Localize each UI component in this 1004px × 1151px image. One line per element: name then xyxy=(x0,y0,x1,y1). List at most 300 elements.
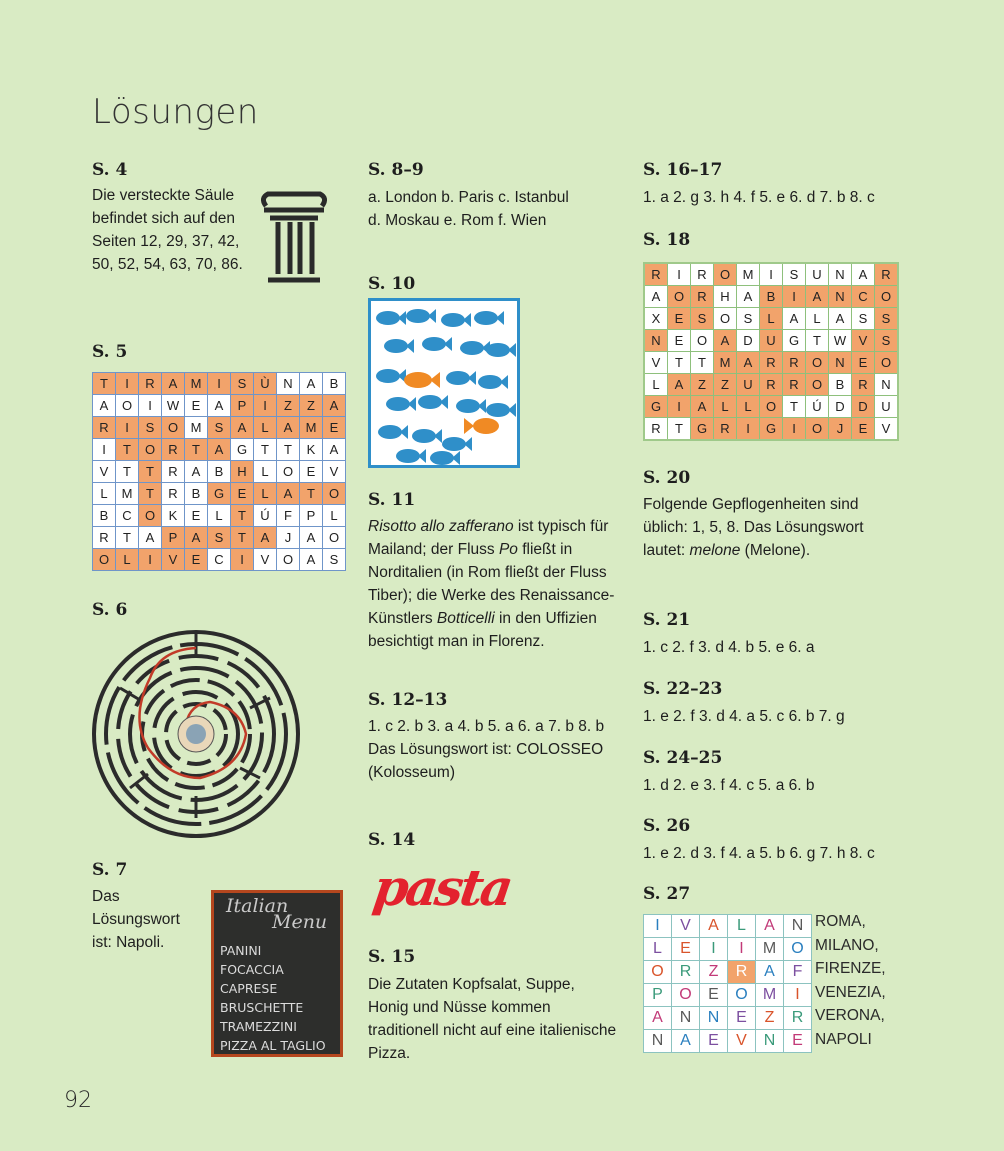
grid-cell: P xyxy=(162,527,185,549)
grid-cell: E xyxy=(672,938,700,961)
s12-13-line2: Das Lösungswort ist: COLOSSEO xyxy=(368,741,604,758)
grid-cell: U xyxy=(806,263,829,286)
fish-shape xyxy=(446,371,470,385)
s11-part2: ist typisch für Mailand; der Fluss xyxy=(368,518,609,558)
grid-cell: W xyxy=(162,395,185,417)
grid-cell: U xyxy=(875,396,899,418)
grid-cell: S xyxy=(737,308,760,330)
column-icon xyxy=(258,188,330,288)
grid-cell: E xyxy=(323,417,346,439)
grid-cell: Z xyxy=(700,961,728,984)
grid-cell: A xyxy=(672,1030,700,1053)
grid-cell: O xyxy=(728,984,756,1007)
s22-23-heading: S. 22–23 xyxy=(643,679,723,699)
city-name: VENEZIA, xyxy=(815,983,886,1001)
grid-cell: E xyxy=(185,395,208,417)
grid-cell: B xyxy=(208,461,231,483)
s8-9-line1: a. London b. Paris c. Istanbul xyxy=(368,189,569,206)
menu-item: BRUSCHETTE xyxy=(220,1000,304,1015)
grid-cell: A xyxy=(783,308,806,330)
grid-cell: J xyxy=(277,527,300,549)
grid-cell: H xyxy=(714,286,737,308)
grid-cell: R xyxy=(162,439,185,461)
grid-cell: G xyxy=(760,418,783,441)
grid-cell: R xyxy=(691,263,714,286)
s26-text: 1. e 2. d 3. f 4. a 5. b 6. g 7. h 8. c xyxy=(643,845,875,862)
grid-cell: O xyxy=(714,308,737,330)
menu-item: PANINI xyxy=(220,943,262,958)
grid-cell: Z xyxy=(277,395,300,417)
s8-9-line2: d. Moskau e. Rom f. Wien xyxy=(368,212,547,229)
page-title: Lösungen xyxy=(92,92,259,132)
grid-cell: G xyxy=(691,418,714,441)
grid-cell: N xyxy=(875,374,899,396)
grid-cell: L xyxy=(644,374,668,396)
s8-9-heading: S. 8–9 xyxy=(368,160,424,180)
grid-cell: O xyxy=(162,417,185,439)
grid-cell: E xyxy=(668,330,691,352)
s22-23-text: 1. e 2. f 3. d 4. a 5. c 6. b 7. g xyxy=(643,708,845,725)
grid-cell: S xyxy=(691,308,714,330)
grid-cell: L xyxy=(323,505,346,527)
grid-cell: V xyxy=(672,915,700,938)
fish-shape xyxy=(460,341,484,355)
s12-13-heading: S. 12–13 xyxy=(368,690,448,710)
grid-cell: I xyxy=(139,395,162,417)
s7-text: Das Lösungswort ist: Napoli. xyxy=(92,888,180,951)
fish-shape xyxy=(456,399,480,413)
grid-cell: A xyxy=(806,286,829,308)
grid-cell: O xyxy=(760,396,783,418)
grid-cell: A xyxy=(714,330,737,352)
s18-heading: S. 18 xyxy=(643,230,691,250)
grid-cell: R xyxy=(644,263,668,286)
grid-cell: R xyxy=(714,418,737,441)
grid-cell: I xyxy=(783,418,806,441)
grid-cell: C xyxy=(208,549,231,571)
grid-cell: A xyxy=(644,1007,672,1030)
grid-cell: H xyxy=(231,461,254,483)
grid-cell: E xyxy=(728,1007,756,1030)
grid-cell: I xyxy=(737,418,760,441)
grid-cell: L xyxy=(714,396,737,418)
fish-shape xyxy=(486,343,510,357)
menu-title-1: Italian xyxy=(226,895,289,917)
grid-cell: R xyxy=(783,352,806,374)
grid-cell: R xyxy=(93,527,116,549)
grid-cell: R xyxy=(728,961,756,984)
s4-heading: S. 4 xyxy=(92,160,128,180)
grid-cell: T xyxy=(806,330,829,352)
grid-cell: V xyxy=(323,461,346,483)
grid-cell: E xyxy=(700,1030,728,1053)
fish-shape xyxy=(418,395,442,409)
grid-cell: O xyxy=(323,527,346,549)
grid-cell: A xyxy=(277,417,300,439)
grid-cell: T xyxy=(277,439,300,461)
s4-text: Die versteckte Säule befindet sich auf den Seiten 12, 29, 37, 42, 50, 52, 54, 63, 70, 86. xyxy=(92,187,243,273)
grid-cell: I xyxy=(254,395,277,417)
grid-cell: M xyxy=(737,263,760,286)
grid-cell: N xyxy=(756,1030,784,1053)
grid-cell: L xyxy=(208,505,231,527)
grid-cell: U xyxy=(760,330,783,352)
grid-cell: T xyxy=(668,418,691,441)
grid-cell: R xyxy=(672,961,700,984)
grid-cell: A xyxy=(162,373,185,395)
grid-cell: S xyxy=(783,263,806,286)
grid-cell: L xyxy=(93,483,116,505)
menu-item: TRAMEZZINI xyxy=(220,1019,297,1034)
grid-cell: O xyxy=(644,961,672,984)
grid-cell: Ú xyxy=(254,505,277,527)
grid-cell: Z xyxy=(756,1007,784,1030)
grid-cell: I xyxy=(700,938,728,961)
grid-cell: I xyxy=(208,373,231,395)
grid-cell: P xyxy=(300,505,323,527)
grid-cell: B xyxy=(323,373,346,395)
menu-title-2: Menu xyxy=(272,911,328,933)
grid-cell: T xyxy=(116,527,139,549)
grid-cell: A xyxy=(300,373,323,395)
grid-cell: T xyxy=(116,439,139,461)
grid-cell: S xyxy=(875,330,899,352)
grid-cell: S xyxy=(852,308,875,330)
city-name: VERONA, xyxy=(815,1007,885,1024)
grid-cell: E xyxy=(852,418,875,441)
grid-cell: D xyxy=(829,396,852,418)
s27-heading: S. 27 xyxy=(643,884,691,904)
grid-cell: O xyxy=(277,549,300,571)
s18-word-grid xyxy=(643,262,899,441)
grid-cell: Z xyxy=(714,374,737,396)
s24-25-text: 1. d 2. e 3. f 4. c 5. a 6. b xyxy=(643,777,815,794)
grid-cell: G xyxy=(644,396,668,418)
grid-cell: T xyxy=(783,396,806,418)
s6-heading: S. 6 xyxy=(92,600,128,620)
grid-cell: O xyxy=(277,461,300,483)
s14-heading: S. 14 xyxy=(368,830,416,850)
grid-cell: W xyxy=(829,330,852,352)
grid-cell: F xyxy=(784,961,812,984)
grid-cell: O xyxy=(116,395,139,417)
s20-part1: Folgende Gepflogenheiten sind üblich: 1, 5, 8. Das Lösungswort lautet: xyxy=(643,496,864,559)
s20-melone: melone xyxy=(689,542,741,559)
menu-item: PIZZA AL TAGLIO xyxy=(220,1038,326,1053)
s11-part6: in den Uffizien besichtigt man in Florenz. xyxy=(368,610,597,650)
s5-word-grid xyxy=(92,372,346,571)
grid-cell: I xyxy=(139,549,162,571)
grid-cell: N xyxy=(277,373,300,395)
maze-solution-image xyxy=(90,628,302,840)
grid-cell: A xyxy=(756,961,784,984)
grid-cell: E xyxy=(700,984,728,1007)
grid-cell: E xyxy=(185,549,208,571)
grid-cell: R xyxy=(852,374,875,396)
grid-cell: F xyxy=(277,505,300,527)
grid-cell: I xyxy=(668,396,691,418)
grid-cell: S xyxy=(323,549,346,571)
s27-letter-grid xyxy=(643,914,812,1053)
grid-cell: M xyxy=(300,417,323,439)
grid-cell: T xyxy=(139,483,162,505)
grid-cell: L xyxy=(806,308,829,330)
grid-cell: A xyxy=(323,395,346,417)
grid-cell: M xyxy=(185,417,208,439)
s11-heading: S. 11 xyxy=(368,490,416,510)
grid-cell: S xyxy=(208,527,231,549)
grid-cell: B xyxy=(829,374,852,396)
grid-cell: A xyxy=(139,527,162,549)
grid-cell: V xyxy=(728,1030,756,1053)
grid-cell: I xyxy=(784,984,812,1007)
grid-cell: L xyxy=(728,915,756,938)
s12-13-line3: (Kolosseum) xyxy=(368,764,455,781)
grid-cell: A xyxy=(323,439,346,461)
grid-cell: E xyxy=(231,483,254,505)
grid-cell: T xyxy=(116,461,139,483)
grid-cell: V xyxy=(644,352,668,374)
grid-cell: O xyxy=(806,374,829,396)
grid-cell: A xyxy=(756,915,784,938)
fish-shape xyxy=(386,397,410,411)
s20-heading: S. 20 xyxy=(643,468,691,488)
city-name: ROMA, xyxy=(815,913,866,930)
grid-cell: A xyxy=(829,308,852,330)
fish-shape xyxy=(441,313,465,327)
grid-cell: V xyxy=(254,549,277,571)
grid-cell: A xyxy=(185,461,208,483)
grid-cell: M xyxy=(714,352,737,374)
fish-shape xyxy=(378,425,402,439)
grid-cell: I xyxy=(93,439,116,461)
grid-cell: T xyxy=(231,527,254,549)
s7-heading: S. 7 xyxy=(92,860,128,880)
grid-cell: M xyxy=(756,938,784,961)
grid-cell: N xyxy=(829,263,852,286)
s21-text: 1. c 2. f 3. d 4. b 5. e 6. a xyxy=(643,639,815,656)
grid-cell: N xyxy=(672,1007,700,1030)
fish-shape xyxy=(384,339,408,353)
menu-items xyxy=(220,941,326,1055)
grid-cell: N xyxy=(829,286,852,308)
grid-cell: A xyxy=(208,439,231,461)
fish-puzzle-image xyxy=(368,298,520,468)
grid-cell: O xyxy=(875,286,899,308)
fish-shape xyxy=(406,309,430,323)
s11-part4: fließt in Norditalien (in Rom fließt der Fluss Tiber); die Werke des Renaissance-Künstlers xyxy=(368,541,615,627)
fish-shape xyxy=(442,437,466,451)
grid-cell: A xyxy=(277,483,300,505)
grid-cell: V xyxy=(162,549,185,571)
grid-cell: A xyxy=(208,395,231,417)
s16-17-heading: S. 16–17 xyxy=(643,160,723,180)
menu-item: FOCACCIA xyxy=(220,962,284,977)
s15-text: Die Zutaten Kopfsalat, Suppe, Honig und Nüsse kommen traditionell nicht auf eine italienische Pizza. xyxy=(368,976,617,1062)
fish-shape xyxy=(474,311,498,325)
grid-cell: R xyxy=(162,461,185,483)
grid-cell: I xyxy=(760,263,783,286)
s27-city-list xyxy=(815,910,886,1051)
grid-cell: O xyxy=(875,352,899,374)
grid-cell: I xyxy=(116,417,139,439)
grid-cell: A xyxy=(700,915,728,938)
s11-po: Po xyxy=(498,541,518,558)
grid-cell: E xyxy=(784,1030,812,1053)
grid-cell: B xyxy=(93,505,116,527)
grid-cell: O xyxy=(323,483,346,505)
grid-cell: T xyxy=(254,439,277,461)
grid-cell: E xyxy=(668,308,691,330)
grid-cell: O xyxy=(139,505,162,527)
grid-cell: M xyxy=(185,373,208,395)
grid-cell: O xyxy=(668,286,691,308)
grid-cell: E xyxy=(300,461,323,483)
grid-cell: T xyxy=(691,352,714,374)
grid-cell: P xyxy=(231,395,254,417)
s10-heading: S. 10 xyxy=(368,274,416,294)
page-number: 92 xyxy=(64,1088,92,1113)
s11-text xyxy=(368,515,618,653)
grid-cell: V xyxy=(852,330,875,352)
s11-risotto: Risotto allo zafferano xyxy=(368,518,514,535)
grid-cell: O xyxy=(139,439,162,461)
s26-heading: S. 26 xyxy=(643,816,691,836)
grid-cell: T xyxy=(231,505,254,527)
s15-heading: S. 15 xyxy=(368,947,416,967)
grid-cell: B xyxy=(760,286,783,308)
grid-cell: R xyxy=(139,373,162,395)
fish-shape xyxy=(478,375,502,389)
grid-cell: M xyxy=(756,984,784,1007)
grid-cell: G xyxy=(208,483,231,505)
s20-text xyxy=(643,493,893,562)
grid-cell: A xyxy=(668,374,691,396)
grid-cell: R xyxy=(760,352,783,374)
grid-cell: R xyxy=(760,374,783,396)
grid-cell: V xyxy=(93,461,116,483)
s11-botticelli: Botticelli xyxy=(436,610,495,627)
grid-cell: T xyxy=(668,352,691,374)
grid-cell: I xyxy=(783,286,806,308)
grid-cell: D xyxy=(737,330,760,352)
grid-cell: A xyxy=(300,549,323,571)
grid-cell: L xyxy=(254,461,277,483)
grid-cell: G xyxy=(783,330,806,352)
grid-cell: O xyxy=(784,938,812,961)
s20-part3: (Melone). xyxy=(740,542,811,559)
fish-shape xyxy=(396,449,420,463)
grid-cell: L xyxy=(254,417,277,439)
grid-cell: N xyxy=(829,352,852,374)
s24-25-heading: S. 24–25 xyxy=(643,748,723,768)
grid-cell: V xyxy=(875,418,899,441)
grid-cell: T xyxy=(93,373,116,395)
grid-cell: T xyxy=(139,461,162,483)
grid-cell: R xyxy=(784,1007,812,1030)
grid-cell: L xyxy=(116,549,139,571)
grid-cell: C xyxy=(116,505,139,527)
grid-cell: A xyxy=(93,395,116,417)
grid-cell: A xyxy=(737,352,760,374)
grid-cell: R xyxy=(162,483,185,505)
grid-cell: S xyxy=(875,308,899,330)
grid-cell: Z xyxy=(300,395,323,417)
fish-shape xyxy=(486,403,510,417)
grid-cell: D xyxy=(852,396,875,418)
grid-cell: C xyxy=(852,286,875,308)
grid-cell: E xyxy=(852,352,875,374)
s21-heading: S. 21 xyxy=(643,610,691,630)
grid-cell: R xyxy=(691,286,714,308)
grid-cell: S xyxy=(139,417,162,439)
s5-heading: S. 5 xyxy=(92,342,128,362)
fish-shape xyxy=(412,429,436,443)
grid-cell: L xyxy=(737,396,760,418)
grid-cell: N xyxy=(700,1007,728,1030)
grid-cell: O xyxy=(714,263,737,286)
grid-cell: K xyxy=(300,439,323,461)
grid-cell: I xyxy=(668,263,691,286)
grid-cell: A xyxy=(852,263,875,286)
grid-cell: B xyxy=(185,483,208,505)
grid-cell: O xyxy=(806,352,829,374)
grid-cell: T xyxy=(300,483,323,505)
grid-cell: K xyxy=(162,505,185,527)
city-name: MILANO, xyxy=(815,936,879,954)
grid-cell: O xyxy=(93,549,116,571)
grid-cell: A xyxy=(300,527,323,549)
fish-shape xyxy=(430,451,454,465)
grid-cell: A xyxy=(737,286,760,308)
grid-cell: Ù xyxy=(254,373,277,395)
grid-cell: R xyxy=(644,418,668,441)
grid-cell: M xyxy=(116,483,139,505)
city-name: FIRENZE, xyxy=(815,960,886,977)
grid-cell: O xyxy=(672,984,700,1007)
menu-item: CAPRESE xyxy=(220,981,278,996)
grid-cell: A xyxy=(691,396,714,418)
fish-shape xyxy=(376,369,400,383)
grid-cell: A xyxy=(185,527,208,549)
city-name: NAPOLI xyxy=(815,1030,872,1048)
grid-cell: I xyxy=(728,938,756,961)
grid-cell: N xyxy=(644,330,668,352)
fish-shape xyxy=(422,337,446,351)
grid-cell: N xyxy=(784,915,812,938)
italian-menu-board xyxy=(211,890,343,1057)
pasta-word: pasta xyxy=(369,858,515,917)
fish-shape xyxy=(376,311,400,325)
grid-cell: I xyxy=(644,915,672,938)
grid-cell: S xyxy=(208,417,231,439)
grid-cell: L xyxy=(644,938,672,961)
grid-cell: R xyxy=(93,417,116,439)
grid-cell: G xyxy=(231,439,254,461)
grid-cell: R xyxy=(783,374,806,396)
grid-cell: E xyxy=(185,505,208,527)
grid-cell: A xyxy=(254,527,277,549)
grid-cell: O xyxy=(691,330,714,352)
grid-cell: Z xyxy=(691,374,714,396)
grid-cell: I xyxy=(116,373,139,395)
grid-cell: Ú xyxy=(806,396,829,418)
grid-cell: T xyxy=(185,439,208,461)
grid-cell: R xyxy=(875,263,899,286)
grid-cell: U xyxy=(737,374,760,396)
grid-cell: S xyxy=(231,373,254,395)
grid-cell: P xyxy=(644,984,672,1007)
